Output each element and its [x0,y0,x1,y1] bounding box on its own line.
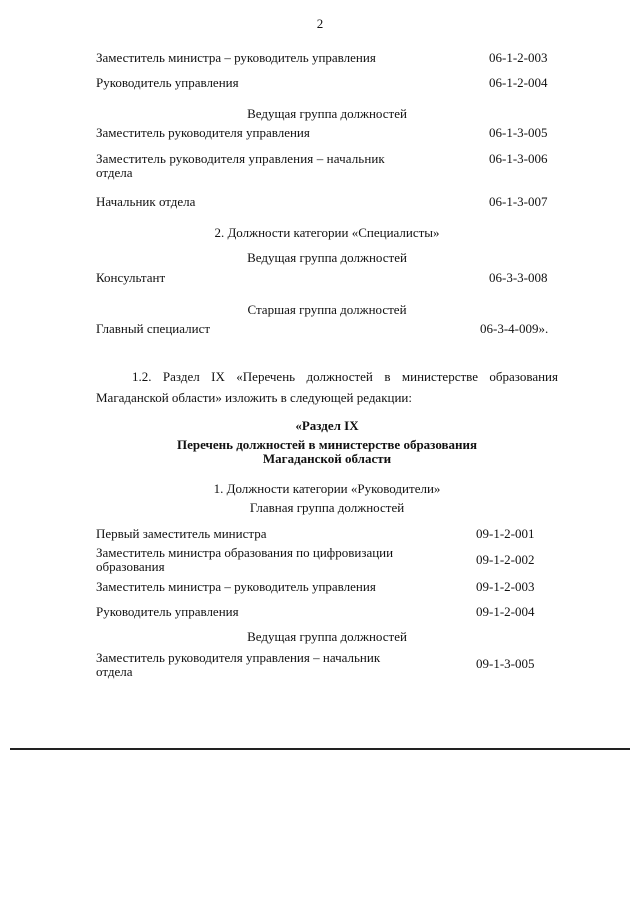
position-code: 06-1-3-006 [489,151,548,166]
position-code: 06-3-4-009». [480,321,549,336]
position-code: 09-1-3-005 [476,656,535,671]
paragraph-line: 1.2. Раздел IX «Перечень должностей в министерстве образования [132,369,558,384]
category-heading: 1. Должности категории «Руководители» [213,481,441,496]
group-heading: Ведущая группа должностей [247,106,407,121]
position-title: Заместитель министра образования по цифровизации [96,545,394,560]
paragraph-line: Магаданской области» изложить в следующей редакции: [96,390,413,405]
section-heading: «Раздел IX [295,418,359,433]
position-title: Заместитель руководителя управления – начальник [96,650,381,665]
position-title: Начальник отдела [96,194,196,209]
group-heading: Ведущая группа должностей [247,250,407,265]
page-divider-line [10,748,630,750]
position-code: 06-1-2-003 [489,50,548,65]
position-code: 09-1-2-003 [476,579,535,594]
group-heading: Старшая группа должностей [247,302,407,317]
amendment-paragraph [96,366,558,408]
section-title: Перечень должностей в министерстве образования [176,437,478,452]
position-title: Первый заместитель министра [96,526,267,541]
position-title: Главный специалист [96,321,211,336]
position-title-continuation: образования [96,559,165,574]
position-code: 09-1-2-002 [476,552,535,567]
position-title: Заместитель руководителя управления – начальник [96,151,385,166]
position-code: 06-1-2-004 [489,75,548,90]
category-heading: 2. Должности категории «Специалисты» [214,225,440,240]
position-title: Заместитель министра – руководитель управления [96,50,376,65]
position-title: Руководитель управления [96,75,239,90]
page-number: 2 [316,16,324,31]
position-code: 06-1-3-007 [489,194,548,209]
position-code: 06-3-3-008 [489,270,548,285]
position-code: 06-1-3-005 [489,125,548,140]
position-code: 09-1-2-004 [476,604,535,619]
position-title: Консультант [96,270,166,285]
position-title: Заместитель руководителя управления [96,125,310,140]
group-heading: Ведущая группа должностей [247,629,407,644]
position-title: Руководитель управления [96,604,239,619]
position-code: 09-1-2-001 [476,526,535,541]
group-heading: Главная группа должностей [249,500,405,515]
position-title: Заместитель министра – руководитель управления [96,579,376,594]
position-title-continuation: отдела [96,165,133,180]
section-title: Магаданской области [262,451,392,466]
position-title-continuation: отдела [96,664,133,679]
